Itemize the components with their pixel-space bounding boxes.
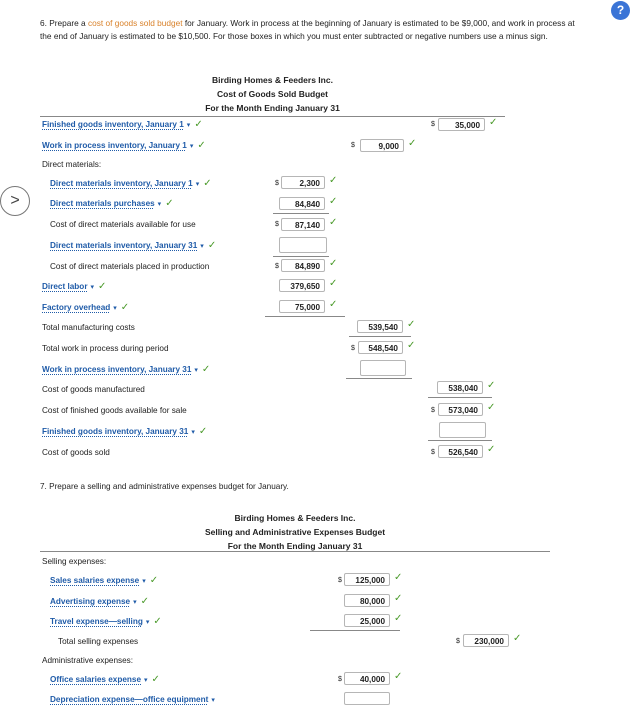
sales-salaries-label: Sales salaries expense	[50, 576, 140, 585]
total-wip-input[interactable]: 548,540	[358, 341, 403, 354]
fg-end-select[interactable]	[42, 426, 207, 437]
check-icon: ✓	[329, 196, 338, 207]
total-mfg-label: Total manufacturing costs	[42, 323, 135, 332]
check-icon: ✓	[407, 319, 416, 330]
check-icon: ✓	[194, 119, 203, 130]
chevron-down-icon: ▾	[142, 578, 146, 585]
total-mfg-input[interactable]: 539,540	[357, 320, 403, 333]
check-icon: ✓	[98, 281, 107, 292]
dm-end-select[interactable]	[50, 240, 216, 251]
chevron-down-icon: ▾	[113, 305, 117, 312]
chevron-down-icon: ▾	[189, 143, 194, 150]
direct-materials-header: Direct materials:	[42, 160, 102, 169]
cogm-input[interactable]: 538,040	[437, 381, 483, 394]
dm-available-input[interactable]: 87,140	[281, 218, 325, 231]
depreciation-input[interactable]	[344, 692, 390, 705]
q6-title: Cost of Goods Sold Budget	[217, 89, 328, 99]
chevron-down-icon: ▾	[144, 677, 148, 684]
dm-end-input[interactable]	[279, 237, 327, 253]
fg-end-label: Finished goods inventory, January 31	[42, 427, 189, 436]
chevron-down-icon: ▾	[133, 599, 137, 606]
wip-begin-input[interactable]: 9,000	[360, 139, 404, 152]
dollar-sign: $	[275, 180, 279, 187]
chevron-down-icon: ▾	[157, 201, 162, 208]
travel-selling-select[interactable]	[50, 616, 162, 627]
wip-begin-select[interactable]	[42, 140, 206, 151]
check-icon: ✓	[329, 299, 338, 310]
administrative-expenses-header: Administrative expenses:	[42, 656, 134, 665]
direct-labor-select[interactable]	[42, 281, 106, 292]
q6-intro-text-rest: for January. Work in process at the beginning of January is estimated to be $9,000, and work in process at the end of January is estimated to be $10,500. For those boxes in which you must enter subtracted or negative numbers use a minus sign.	[40, 18, 575, 41]
total-wip-label: Total work in process during period	[42, 344, 169, 353]
factory-overhead-select[interactable]	[42, 302, 129, 313]
q6-header-rule	[40, 116, 505, 117]
dollar-sign: $	[338, 676, 342, 683]
check-icon: ✓	[487, 402, 496, 413]
check-icon: ✓	[329, 175, 338, 186]
check-icon: ✓	[165, 198, 174, 209]
dm-end-label: Direct materials inventory, January 31	[50, 241, 198, 250]
chevron-down-icon: ▾	[191, 429, 195, 436]
office-salaries-select[interactable]	[50, 674, 160, 685]
fg-available-input[interactable]: 573,040	[438, 403, 483, 416]
dollar-sign: $	[456, 638, 460, 645]
chevron-down-icon: ▾	[145, 619, 150, 626]
wip-end-select[interactable]	[42, 364, 210, 375]
check-icon: ✓	[149, 575, 159, 586]
dm-available-label: Cost of direct materials available for use	[50, 220, 196, 229]
dollar-sign: $	[431, 449, 435, 456]
check-icon: ✓	[198, 426, 208, 437]
chevron-down-icon: ▾	[211, 697, 215, 704]
travel-selling-label: Travel expense—selling	[50, 617, 143, 626]
dollar-sign: $	[431, 407, 435, 414]
chevron-down-icon: ▾	[186, 122, 191, 129]
subtotal-rule	[428, 397, 492, 398]
q7-period: For the Month Ending January 31	[227, 541, 363, 551]
cogs-input[interactable]: 526,540	[438, 445, 483, 458]
subtotal-rule	[273, 256, 329, 257]
subtotal-rule	[349, 336, 411, 337]
factory-overhead-label: Factory overhead	[42, 303, 111, 312]
q7-company: Birding Homes & Feeders Inc.	[234, 513, 356, 523]
chevron-down-icon: ▾	[194, 367, 198, 374]
check-icon: ✓	[140, 596, 149, 607]
fg-end-input[interactable]	[439, 422, 486, 438]
factory-overhead-input[interactable]: 75,000	[279, 300, 325, 313]
check-icon: ✓	[394, 593, 403, 604]
fg-begin-select[interactable]	[42, 119, 203, 130]
dm-placed-label: Cost of direct materials placed in production	[50, 262, 210, 271]
q7-title: Selling and Administrative Expenses Budget	[204, 527, 386, 537]
dollar-sign: $	[338, 577, 342, 584]
office-salaries-input[interactable]: 40,000	[344, 672, 390, 685]
wip-end-input[interactable]	[360, 360, 406, 376]
q6-intro-text: 6. Prepare a	[40, 18, 88, 28]
chevron-down-icon: ▾	[195, 181, 200, 188]
cogs-label: Cost of goods sold	[42, 448, 110, 457]
depreciation-select[interactable]	[50, 694, 215, 704]
dollar-sign: $	[351, 142, 355, 149]
check-icon: ✓	[153, 616, 162, 627]
check-icon: ✓	[394, 572, 403, 583]
chevron-down-icon: ▾	[200, 243, 204, 250]
direct-labor-input[interactable]: 379,650	[279, 279, 325, 292]
advertising-select[interactable]	[50, 596, 149, 607]
chevron-down-icon: ▾	[90, 284, 95, 291]
q6-period: For the Month Ending January 31	[205, 103, 340, 113]
dm-begin-select[interactable]	[50, 178, 212, 189]
fg-begin-input[interactable]: 35,000	[438, 118, 485, 131]
check-icon: ✓	[329, 217, 338, 228]
check-icon: ✓	[120, 302, 130, 313]
subtotal-rule	[265, 316, 345, 317]
dollar-sign: $	[431, 121, 435, 128]
q6-instructions	[40, 17, 588, 42]
check-icon: ✓	[207, 240, 217, 251]
dollar-sign: $	[351, 345, 355, 352]
dollar-sign: $	[275, 263, 279, 270]
subtotal-rule	[428, 440, 492, 441]
check-icon: ✓	[329, 278, 338, 289]
check-icon: ✓	[513, 633, 522, 644]
sales-salaries-input[interactable]: 125,000	[344, 573, 390, 586]
help-icon[interactable]: ?	[611, 1, 630, 20]
check-icon: ✓	[407, 340, 416, 351]
wip-end-label: Work in process inventory, January 31	[42, 365, 192, 374]
fg-available-label: Cost of finished goods available for sale	[42, 406, 187, 415]
check-icon: ✓	[489, 117, 498, 128]
dollar-sign: $	[275, 221, 279, 228]
subtotal-rule	[310, 630, 400, 631]
advertising-label: Advertising expense	[50, 597, 131, 606]
dm-placed-input[interactable]: 84,890	[281, 259, 325, 272]
dm-begin-label: Direct materials inventory, January 1	[50, 179, 193, 188]
check-icon: ✓	[197, 140, 206, 151]
dm-purchases-label: Direct materials purchases	[50, 199, 155, 208]
q7-instructions: 7. Prepare a selling and administrative expenses budget for January.	[40, 482, 289, 491]
check-icon: ✓	[408, 138, 417, 149]
check-icon: ✓	[151, 674, 160, 685]
total-selling-label: Total selling expenses	[58, 637, 139, 646]
fg-begin-label: Finished goods inventory, January 1	[42, 120, 184, 129]
subtotal-rule	[346, 378, 412, 379]
check-icon: ✓	[487, 380, 496, 391]
check-icon: ✓	[487, 444, 496, 455]
total-selling-input[interactable]: 230,000	[463, 634, 509, 647]
check-icon: ✓	[394, 613, 403, 624]
subtotal-rule	[273, 213, 329, 214]
dm-purchases-input[interactable]: 84,840	[279, 197, 325, 210]
q6-company: Birding Homes & Feeders Inc.	[212, 75, 333, 85]
check-icon: ✓	[394, 671, 403, 682]
check-icon: ✓	[201, 364, 211, 375]
selling-expenses-header: Selling expenses:	[42, 557, 107, 566]
check-icon: ✓	[203, 178, 212, 189]
depreciation-label: Depreciation expense—office equipment	[50, 695, 209, 704]
row-pointer-arrow-icon: >	[0, 186, 30, 216]
dm-purchases-select[interactable]	[50, 198, 174, 209]
dm-begin-input[interactable]: 2,300	[281, 176, 325, 189]
q7-header-rule	[40, 551, 550, 552]
wip-begin-label: Work in process inventory, January 1	[42, 141, 187, 150]
cogm-label: Cost of goods manufactured	[42, 385, 145, 394]
direct-labor-label: Direct labor	[42, 282, 88, 291]
cost-of-goods-sold-budget-link[interactable]: cost of goods sold budget	[87, 18, 183, 28]
advertising-input[interactable]: 80,000	[344, 594, 390, 607]
sales-salaries-select[interactable]	[50, 575, 158, 586]
office-salaries-label: Office salaries expense	[50, 675, 142, 684]
travel-selling-input[interactable]: 25,000	[344, 614, 390, 627]
check-icon: ✓	[329, 258, 338, 269]
